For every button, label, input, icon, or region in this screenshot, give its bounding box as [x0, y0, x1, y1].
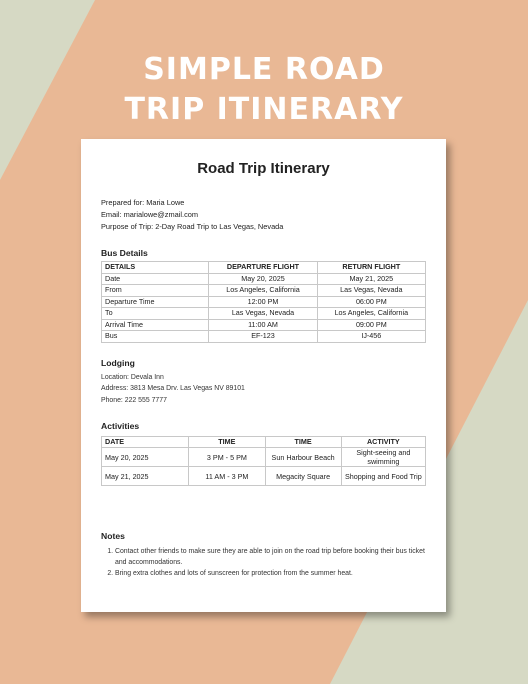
table-cell: Los Angeles, California [209, 285, 317, 297]
table-row [102, 319, 426, 331]
table-header-cell: RETURN FLIGHT [317, 262, 425, 274]
table-cell: From [102, 285, 209, 297]
table-header-cell: TIME [189, 437, 265, 448]
table-cell: To [102, 308, 209, 320]
table-row [102, 448, 426, 467]
table-cell: May 20, 2025 [102, 448, 189, 467]
lodging-phone: Phone: 222 555 7777 [101, 396, 167, 404]
table-cell: IJ-456 [317, 331, 425, 343]
table-cell: 11:00 AM [209, 319, 317, 331]
table-cell: Shopping and Food Trip [341, 467, 425, 486]
table-cell: Departure Time [102, 296, 209, 308]
table-row [102, 285, 426, 297]
activities-table [101, 436, 426, 486]
hero-title-line1: SIMPLE ROAD [143, 52, 385, 87]
table-cell: Las Vegas, Nevada [209, 308, 317, 320]
table-cell: 3 PM - 5 PM [189, 448, 265, 467]
lodging-address: Address: 3813 Mesa Drv. Las Vegas NV 89101 [101, 385, 245, 392]
table-row [102, 308, 426, 320]
prepared-info [101, 197, 426, 233]
notes-heading: Notes [101, 531, 125, 541]
table-header-cell: DETAILS [102, 262, 209, 274]
bus-details-heading: Bus Details [101, 248, 148, 258]
table-header-cell: ACTIVITY [341, 437, 425, 448]
table-cell: 09:00 PM [317, 319, 425, 331]
table-row [102, 467, 426, 486]
email-line: Email: marialowe@zmail.com [101, 210, 199, 219]
table-cell: Megacity Square [265, 467, 341, 486]
bus-details-table [101, 261, 426, 343]
lodging-location: Location: Devala Inn [101, 373, 164, 381]
table-cell: May 21, 2025 [317, 273, 425, 285]
table-cell: 11 AM - 3 PM [189, 467, 265, 486]
table-cell: Los Angeles, California [317, 308, 425, 320]
table-cell: Las Vegas, Nevada [317, 285, 425, 297]
itinerary-document [81, 139, 446, 612]
table-header-row [102, 437, 426, 448]
table-cell: Sun Harbour Beach [265, 448, 341, 467]
table-cell: EF-123 [209, 331, 317, 343]
hero-title [0, 50, 528, 130]
notes-list [101, 547, 426, 580]
table-row [102, 331, 426, 343]
table-cell: Sight-seeing and swimming [341, 448, 425, 467]
activities-heading: Activities [101, 421, 140, 431]
table-cell: Date [102, 273, 209, 285]
list-item: 1. Contact other friends to make sure they are able to join on the road trip before booking their bus ticket and accommodations. [115, 547, 426, 568]
table-header-row [102, 262, 426, 274]
table-row [102, 273, 426, 285]
list-item: 2. Bring extra clothes and lots of sunscreen for protection from the summer heat. [115, 569, 426, 580]
lodging-heading: Lodging [101, 357, 135, 368]
purpose-line: Purpose of Trip: 2-Day Road Trip to Las Vegas, Nevada [101, 222, 284, 231]
table-cell: Bus [102, 331, 209, 343]
document-title: Road Trip Itinerary [197, 160, 330, 177]
table-header-cell: DEPARTURE FLIGHT [209, 262, 317, 274]
table-header-cell: DATE [102, 437, 189, 448]
table-cell: May 20, 2025 [209, 273, 317, 285]
table-header-cell: TIME [265, 437, 341, 448]
table-cell: Arrival Time [102, 319, 209, 331]
table-cell: May 21, 2025 [102, 467, 189, 486]
table-row [102, 296, 426, 308]
lodging-info [101, 372, 426, 407]
hero-title-line2: TRIP ITINERARY [124, 92, 404, 127]
prepared-for: Prepared for: Maria Lowe [101, 198, 185, 207]
table-cell: 12:00 PM [209, 296, 317, 308]
table-cell: 06:00 PM [317, 296, 425, 308]
